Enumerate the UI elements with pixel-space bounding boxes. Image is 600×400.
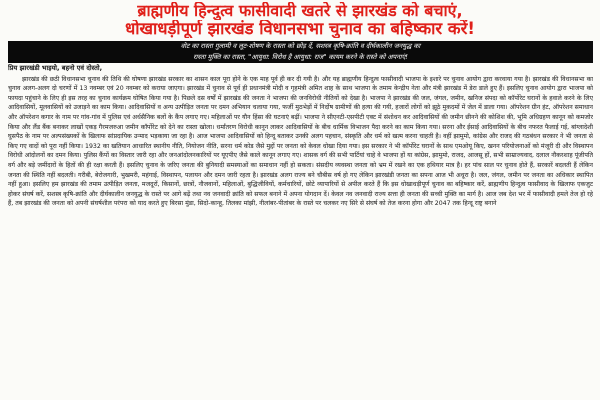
- body-paragraph: झारखंड की छठी विधानसभा चुनाव की तिथि की घोषणा झारखंड सरकार का शासन काल पूरा होने के एक माह पूर्व ही कर दी गयी है। और यह ब्राह्मणीय हिन्दुत्व फासीवादी भाजपा के इशारे पर चुनाव आयोग द्वारा करवाया गया है। झारखंड की विधानसभा का चुनाव अलग-अलग दो चरणों में 13 नवम्बर एवं 20 नवम्बर को कराया जाएगा। झारखंड में चुनाव से पूर्व ही प्रधानमंत्री मोदी व गृहमंत्री अमित शाह के साथ भाजपा के तमाम केन्द्रीय नेता और मंत्री झारखंड में डेरा डाले हुए हैं। इसलिए चुनाव आयोग द्वारा भाजपा को फायदा पहुंचाने के लिए ही इस तरह का चुनाव कार्यक्रम घोषित किया गया है। पिछले दस वर्षों में झारखंड की जनता ने भाजपा की जनविरोधी नीतियों को देखा है। भाजपा ने झारखंड की जल, जंगल, जमीन, खनिज संपदा को कॉर्पोरेट घरानों के हवाले करने के लिए आदिवासियों, मूलवासियों को उजाड़ने का काम किया। आदिवासियों व अन्य उत्पीड़ित जनता पर दमन अभियान चलाया गया, फर्जी मुठभेड़ों में निर्दोष ग्रामीणों की हत्या की गयी, हजारों लोगों को झूठे मुकदमों में जेल में डाला गया। ऑपरेशन ग्रीन हंट, ऑपरेशन समाधान और ऑपरेशन कगार के नाम पर गांव-गांव में पुलिस एवं अर्धसैनिक बलों के कैंप लगाए गए। महिलाओं पर यौन हिंसा की घटनाएं बढ़ीं। भाजपा ने सीएनटी-एसपीटी एक्ट में संशोधन कर आदिवासियों की जमीन छीनने की कोशिश की, भूमि अधिग्रहण कानून को कमजोर किया और लैंड बैंक बनाकर लाखों एकड़ गैरमजरुआ जमीन कॉर्पोरेट को देने का रास्ता खोला। धर्मांतरण विरोधी कानून लाकर आदिवासियों के बीच धार्मिक विभाजन पैदा करने का काम किया गया। सरना और ईसाई आदिवासियों के बीच नफरत फैलाई गई, बांग्लादेशी घुसपैठ के नाम पर अल्पसंख्यकों के खिलाफ सांप्रदायिक उन्माद भड़काया जा रहा है। आज भाजपा आदिवासियों को हिन्दू बताकर उनकी अलग पहचान, संस्कृति और धर्म को खत्म करना चाहती है। वहीं झामुमो, कांग्रेस और राजद की गठबंधन सरकार ने भी जनता से किए गए वादों को पूरा नहीं किया। 1932 का खतियान आधारित स्थानीय नीति, नियोजन नीति, सरना धर्म कोड जैसे मुद्दों पर जनता को केवल धोखा दिया गया। इस सरकार ने भी कॉर्पोरेट घरानों के साथ एमओयू किए, खनन परियोजनाओं को मंजूरी दी और विस्थापन विरोधी आंदोलनों का दमन किया। पुलिस कैंपों का विस्तार जारी रहा और जनआंदोलनकारियों पर यूएपीए जैसे काले कानून लगाए गए। शासक वर्ग की सभी पार्टियां चाहे वे भाजपा हों या कांग्रेस, झामुमो, राजद, आजसू हों, सभी साम्राज्यवाद, दलाल नौकरशाह पूंजीपति वर्ग और बड़े जमींदारों के हितों की ही रक्षा करती हैं। इसलिए चुनाव के जरिए जनता की बुनियादी समस्याओं का समाधान नहीं हो सकता। संसदीय व्यवस्था जनता को भ्रम में रखने का एक हथियार मात्र है। हर पांच साल पर चुनाव होते हैं, सरकारें बदलती हैं लेकिन जनता की स्थिति नहीं बदलती। गरीबी, बेरोजगारी, भुखमरी, महंगाई, विस्थापन, पलायन और दमन जारी रहता है। झारखंड अलग राज्य बने चौबीस वर्ष हो गए लेकिन झारखंडी जनता का सपना आज भी अधूरा है। जल, जंगल, जमीन पर जनता का अधिकार स्थापित नहीं हुआ। इसलिए हम झारखंड की तमाम उत्पीड़ित जनता, मजदूरों, किसानों, छात्रों, नौजवानों, महिलाओं, बुद्धिजीवियों, कर्मचारियों, छोटे व्यापारियों से अपील करते हैं कि इस धोखाधड़ीपूर्ण चुनाव का बहिष्कार करें, ब्राह्मणीय हिन्दुत्व फासीवाद के खिलाफ एकजुट होकर संघर्ष करें, सशस्त्र कृषि-क्रांति और दीर्घकालीन जनयुद्ध के रास्ते पर आगे बढ़ें तथा नव जनवादी क्रांति को सफल बनाने में अपना योगदान दें। केवल नव जनवादी राज्य सत्ता ही जनता की सच्ची मुक्ति का मार्ग है। आज जब देश भर में फासीवादी हमले तेज हो रहे हैं, तब झारखंड की जनता को अपनी संघर्षशील परंपरा को याद करते हुए बिरसा मुंडा, सिदो-कान्हू, तिलका मांझी, नीलांबर-पीतांबर के रास्ते पर चलकर नए सिरे से संघर्ष को तेज करना होगा और 2047 तक हिन्दू राष्ट्र बनाने: [8, 75, 593, 208]
- headline-line-1: ब्राह्मणीय हिन्दुत्व फासीवादी खतरे से झारखंड को बचाएं,: [137, 2, 463, 20]
- slogan-banner: [8, 41, 593, 63]
- leaflet-header: [8, 2, 592, 38]
- headline-line-2: धोखाधड़ीपूर्ण झारखंड विधानसभा चुनाव का बहिष्कार करें!: [125, 20, 475, 38]
- slogan-line-2: रास्ता मुक्ति का रास्ता, "आयुधा: विरोध है आयुधा: राज" कायम करने के रास्ते को अपनाएं!: [193, 53, 408, 61]
- leaflet-body: [8, 64, 593, 398]
- salutation: प्रिय झारखंडी भाइयो, बहनो एवं दोस्तो,: [8, 64, 103, 72]
- slogan-line-1: वोट का रास्ता गुलामी व लूट-शोषण के रास्ता को छोड़ दें, सशस्त्र कृषि-क्रांति व दीर्घकालीन जनयुद्ध का: [180, 42, 421, 50]
